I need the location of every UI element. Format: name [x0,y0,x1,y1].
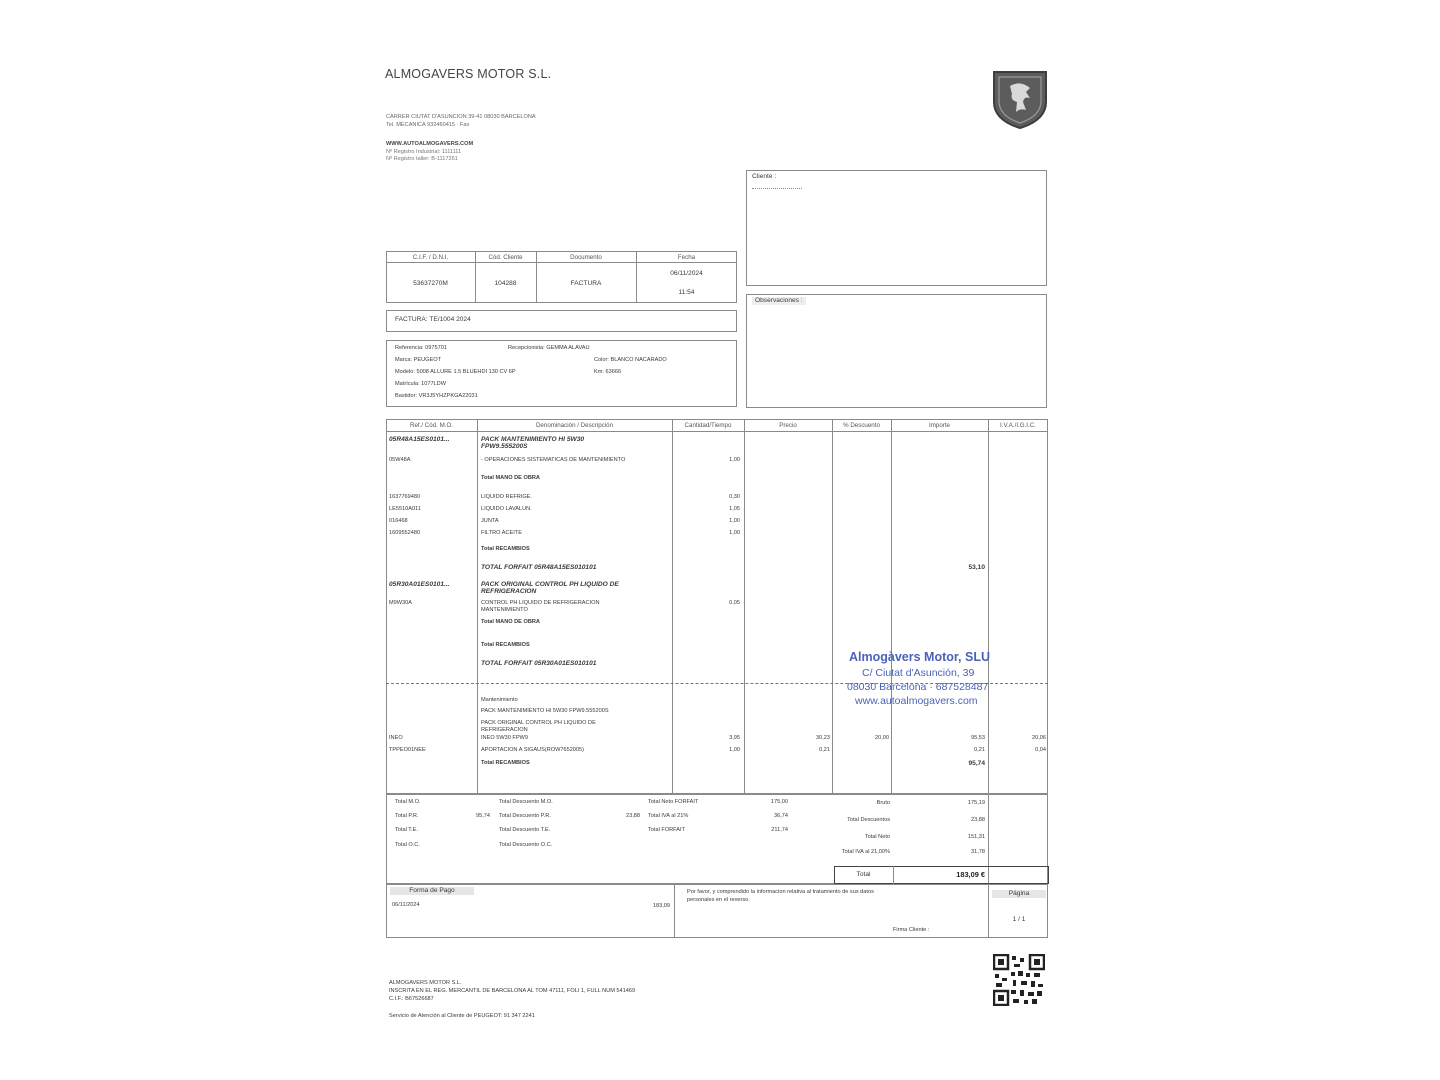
company-stamp-line1: Almogàvers Motor, SLU [849,650,990,664]
line-price: 0,21 [819,747,830,753]
line-description: PACK ORIGINAL CONTROL PH LIQUIDO DE [481,581,619,588]
cif-value: 53637270M [413,280,448,287]
vehicle-receptionist: Recepcionista: GEMMA ALAVAU [508,345,590,351]
total-right-value: 151,31 [967,834,985,840]
page-value: 1 / 1 [1012,916,1026,923]
total-right-value: 175,19 [967,800,985,806]
line-description-cont: REFRIGERACION [481,588,537,595]
peugeot-logo-icon [990,66,1050,130]
line-description: Total RECAMBIOS [481,642,530,648]
client-label: Cliente : [752,173,777,180]
line-amount: 95,74 [968,760,985,767]
col-document: Documento [570,254,602,261]
col-price: Precio [779,422,797,429]
line-amount: 0,21 [974,747,985,753]
time-value: 11:54 [678,289,695,296]
line-quantity: 1,00 [729,530,740,536]
total-forfait-value: 36,74 [774,813,788,819]
col-discount: % Descuento [843,422,880,429]
company-reg-2: Nº Registro taller: B-1117261 [386,156,458,162]
footer-cif: C.I.F.: B67526687 [389,996,434,1002]
company-stamp-line3: 08030 Barcelona · 687528487 [847,681,989,693]
total-left-label: Total T.E. [395,827,418,833]
line-ref: TPPEO01NEE [389,747,426,753]
line-discount: 20,00 [875,735,889,741]
col-amount: Importe [929,422,950,429]
line-quantity: 1,05 [729,506,740,512]
line-description: LIQUIDO LAVALUN. [481,506,532,512]
payment-amount: 183,09 [652,903,670,909]
line-description: PACK MANTENIMIENTO HI 5W30 [481,436,585,443]
total-right-label: Total Descuentos [847,817,890,823]
col-iva: I.V.A./I.G.I.C. [1000,422,1036,429]
line-amount: 53,10 [968,564,985,571]
vehicle-reference: Referencia: 0975701 [395,345,447,351]
line-quantity: 1,00 [729,747,740,753]
invoice-number: FACTURA: TE/1004 2024 [395,316,471,323]
total-forfait-label: Total IVA al 21% [648,813,689,819]
line-description: - OPERACIONES SISTEMATICAS DE MANTENIMIENTO [481,457,626,463]
line-quantity: 1,00 [729,457,740,463]
company-reg-1: Nº Registro Industrial: 1111111 [386,149,462,155]
line-ref: INEO [389,735,403,741]
line-quantity: 0,05 [729,600,740,606]
total-forfait-value: 175,00 [770,799,788,805]
grand-total-value: 183,09 € [956,870,985,879]
observations-box [746,294,1047,408]
line-quantity: 3,95 [729,735,740,741]
line-description: Mantenimiento [481,697,518,703]
col-date: Fecha [677,254,696,261]
grand-total-label: Total [856,871,871,878]
line-description: INEO 5W30 FPW9 [481,735,528,741]
vehicle-brand: Marca: PEUGEOT [395,357,442,363]
line-description: PACK ORIGINAL CONTROL PH LIQUIDO DE [481,720,596,726]
total-forfait-label: Total Neto FORFAIT [648,799,699,805]
vehicle-color: Color: BLANCO NACARADO [594,357,667,363]
line-quantity: 0,30 [729,494,740,500]
total-right-label: Total IVA al 21,00% [841,849,890,855]
footer-service: Servicio de Atención al Cliente de PEUGEOT: 91 347 2241 [389,1013,535,1019]
total-forfait-value: 211,74 [771,827,788,833]
line-ref: 1637769480 [389,494,421,500]
line-ref: 016468 [389,518,408,524]
company-phone: Tel. MECANICA 932460415 · Fax [386,122,470,128]
company-stamp-line2: C/ Ciutat d'Asunción, 39 [862,667,975,679]
footer-registry: INSCRITA EN EL REG. MERCANTIL DE BARCELONA AL TOM 47111, FOLI 1, FULL NUM 541469 [389,988,636,994]
payment-label: Forma de Pago [390,887,474,895]
total-discount-value: 23,88 [626,813,640,819]
line-ref: 05R30A01ES0101... [389,581,450,588]
total-right-value: 31,78 [971,849,985,855]
footer-company: ALMOGAVERS MOTOR S.L. [389,980,462,986]
line-description: TOTAL FORFAIT 05R30A01ES010101 [481,660,597,667]
total-discount-label: Total Descuento O.C. [499,842,553,848]
vehicle-plate: Matrícula: 1077LDW [395,381,446,387]
line-description: Total MANO DE OBRA [481,475,540,481]
line-iva: 20,06 [1032,735,1046,741]
line-ref: 1609552480 [389,530,421,536]
total-left-value: 95,74 [476,813,490,819]
date-value: 06/11/2024 [670,270,703,277]
total-left-label: Total P.R. [395,813,419,819]
line-description-cont: MANTENIMIENTO [481,607,528,613]
vehicle-model: Modelo: 5008 ALLURE 1.5 BLUEHDI 130 CV 6P [395,369,516,375]
total-forfait-label: Total FORFAIT [648,827,685,833]
client-dotted-line [752,188,802,189]
document-value: FACTURA [570,280,602,287]
page-label: Página [992,890,1046,898]
signature-label: Firma Cliente : [893,927,930,933]
total-left-label: Total O.C. [395,842,420,848]
col-description: Denominación / Descripción [535,422,614,429]
total-discount-label: Total Descuento M.O. [499,799,553,805]
privacy-notice: Por favor, y comprendido la informacion relativa al tratamiento de sus datos [687,889,874,895]
line-ref: M9W30A [389,600,413,606]
total-right-label: Total Neto [864,834,890,840]
line-description: TOTAL FORFAIT 05R48A15ES010101 [481,564,597,571]
line-ref: 05R48A15ES0101... [389,436,450,443]
line-description: PACK MANTENIMIENTO HI 5W30 FPW9.555200S [481,708,609,714]
line-description: Total RECAMBIOS [481,760,530,766]
line-ref: 05W48A [389,457,411,463]
line-price: 30,23 [816,735,830,741]
company-website: WWW.AUTOALMOGAVERS.COM [386,141,474,147]
col-quantity: Cantidad/Tiempo [684,422,732,429]
line-description: Total RECAMBIOS [481,546,530,552]
total-discount-label: Total Descuento T.E. [499,827,551,833]
line-description: Total MANO DE OBRA [481,619,540,625]
vehicle-km: Km: 63666 [594,369,622,375]
line-description-cont: REFRIGERACION [481,727,528,733]
company-address: CARRER CIUTAT D'ASUNCION 39-41 08030 BARCELONA [386,114,536,120]
line-amount: 95,53 [971,735,985,741]
qr-code-icon [993,954,1045,1006]
line-description: FILTRO ACEITE [481,530,522,536]
line-quantity: 1,00 [729,518,740,524]
line-description: CONTROL PH LIQUIDO DE REFRIGERACION [481,600,600,606]
col-ref: Ref./ Cód. M.O. [410,422,453,429]
vehicle-vin: Bastidor: VR3J5YHZPKGA22031 [395,393,478,399]
line-description: LIQUIDO REFRIGE. [481,494,532,500]
observations-label: Observaciones : [752,297,806,305]
line-description: APORTACION A SIGAUS(ROW7652005) [481,747,584,753]
client-code-value: 104288 [494,280,517,287]
col-client-code: Cód. Cliente [488,254,523,261]
col-cif: C.I.F. / D.N.I. [412,254,449,261]
line-ref: LE5510A011 [389,506,421,512]
line-description-cont: FPW9.555200S [481,443,528,450]
line-description: JUNTA [481,518,499,524]
payment-date: 06/11/2024 [392,902,420,908]
company-name: ALMOGAVERS MOTOR S.L. [385,67,552,81]
total-discount-label: Total Descuento P.R. [499,813,551,819]
total-right-label: Bruto [876,800,890,806]
line-iva: 0,04 [1035,747,1046,753]
total-right-value: 23,88 [971,817,985,823]
total-left-label: Total M.O. [395,799,421,805]
company-stamp-line4: www.autoalmogavers.com [855,695,978,707]
privacy-notice-2: personales en el reverso. [687,897,750,903]
